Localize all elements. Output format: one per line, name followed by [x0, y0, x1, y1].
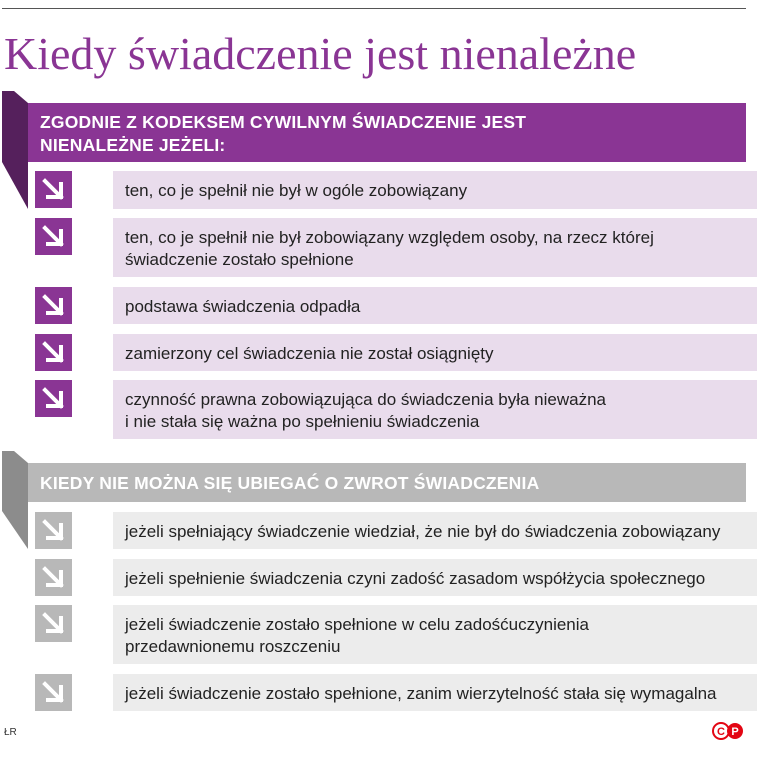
list-item-text: jeżeli świadczenie zostało spełnione w celu zadośćuczynienia przedawnionemu roszczeniu	[113, 605, 757, 664]
cp-logo-icon	[712, 721, 744, 746]
list-item-text: zamierzony cel świadczenia nie został osiągnięty	[113, 334, 757, 371]
list-item-text: podstawa świadczenia odpadła	[113, 287, 757, 324]
list-item-text: ten, co je spełnił nie był zobowiązany względem osoby, na rzecz której świadczenie zostało spełnione	[113, 218, 757, 277]
arrow-down-right-icon	[35, 512, 72, 549]
section2-flag	[2, 451, 28, 549]
section1-heading-line2: NIENALEŻNE JEŻELI:	[40, 135, 226, 155]
section1-heading	[28, 103, 746, 162]
arrow-down-right-icon	[35, 380, 72, 417]
page-title: Kiedy świadczenie jest nienależne	[4, 28, 637, 79]
section2-heading: KIEDY NIE MOŻNA SIĘ UBIEGAĆ O ZWROT ŚWIADCZENIA	[28, 463, 746, 502]
arrow-down-right-icon	[35, 605, 72, 642]
arrow-down-right-icon	[35, 674, 72, 711]
section1-heading-line1: ZGODNIE Z KODEKSEM CYWILNYM ŚWIADCZENIE JEST	[40, 112, 527, 132]
arrow-down-right-icon	[35, 171, 72, 208]
list-item-text: jeżeli spełnienie świadczenia czyni zadość zasadom współżycia społecznego	[113, 559, 757, 596]
arrow-down-right-icon	[35, 218, 72, 255]
top-rule	[2, 8, 746, 9]
arrow-down-right-icon	[35, 559, 72, 596]
author-credit: ŁR	[4, 727, 17, 738]
svg-text:P: P	[731, 726, 739, 738]
list-item-text: jeżeli spełniający świadczenie wiedział, że nie był do świadczenia zobowiązany	[113, 512, 757, 549]
list-item-text: czynność prawna zobowiązująca do świadczenia była nieważna i nie stała się ważna po spełnieniu świadczenia	[113, 380, 757, 439]
list-item-text: jeżeli świadczenie zostało spełnione, zanim wierzytelność stała się wymagalna	[113, 674, 757, 711]
arrow-down-right-icon	[35, 334, 72, 371]
section1-flag	[2, 91, 28, 209]
svg-text:C: C	[717, 726, 725, 738]
arrow-down-right-icon	[35, 287, 72, 324]
list-item-text: ten, co je spełnił nie był w ogóle zobowiązany	[113, 171, 757, 209]
